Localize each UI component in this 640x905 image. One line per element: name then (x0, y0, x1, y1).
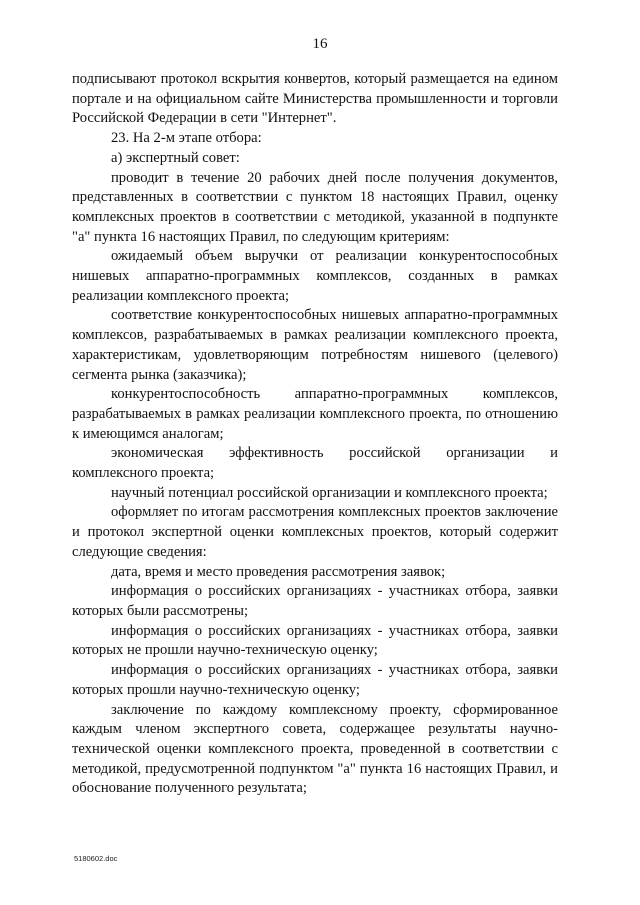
protocol-item-reviewed: информация о российских организациях - участниках отбора, заявки которых были рассмотрены; (72, 583, 558, 619)
criterion-revenue: ожидаемый объем выручки от реализации конкурентоспособных нишевых аппаратно-программных комплексов, созданных в рамках реализации комплексного проекта; (72, 248, 558, 304)
paragraph-continuation: подписывают протокол вскрытия конвертов, который размещается на едином портале и на официальном сайте Министерства промышленности и торговли Российской Федерации в сети "Интернет". (72, 71, 558, 127)
footer-filename: 5180602.doc (74, 854, 118, 863)
paragraph-protocol: оформляет по итогам рассмотрения комплексных проектов заключение и протокол экспертной оценки комплексных проектов, который содержит следующие сведения: (72, 504, 558, 560)
criterion-scientific-potential: научный потенциал российской организации и комплексного проекта; (111, 484, 548, 501)
page-number: 16 (312, 36, 328, 52)
protocol-item-conclusion: заключение по каждому комплексному проекту, сформированное каждым членом экспертного совета, содержащее результаты научно-технической оценки комплексного проекта, проведенной в соответствии с методикой, предусмотренной подпунктом "а" пункта 16 настоящих Правил, и обоснование полученного результата; (72, 701, 558, 797)
protocol-item-not-passed: информация о российских организациях - участниках отбора, заявки которых не прошли научно-техническую оценку; (72, 622, 558, 659)
paragraph-clause-23: 23. На 2-м этапе отбора: (111, 130, 262, 147)
criterion-competitiveness: конкурентоспособность аппаратно-программных комплексов, разрабатываемых в рамках реализации комплексного проекта, по отношению к имеющимся аналогам; (72, 386, 558, 442)
criterion-economic-efficiency: экономическая эффективность российской организации и комплексного проекта; (72, 445, 558, 482)
paragraph-evaluation-criteria: проводит в течение 20 рабочих дней после получения документов, представленных в соответствии с пунктом 18 настоящих Правил, оценку комплексных проектов в соответствии с методикой, указанной в подпункте "а" пункта 16 настоящих Правил, по следующим критериям: (72, 169, 558, 245)
document-body (72, 70, 558, 799)
protocol-item-passed: информация о российских организациях - участниках отбора, заявки которых прошли научно-техническую оценку; (72, 662, 558, 698)
paragraph-subclause-a: а) экспертный совет: (111, 149, 240, 166)
criterion-market-fit: соответствие конкурентоспособных нишевых аппаратно-программных комплексов, разрабатываемых в рамках реализации комплексного проекта, характеристикам, удовлетворяющим потребностям нишевого (целевого) сегмента рынка (заказчика); (72, 307, 558, 383)
protocol-item-date: дата, время и место проведения рассмотрения заявок; (111, 563, 446, 580)
